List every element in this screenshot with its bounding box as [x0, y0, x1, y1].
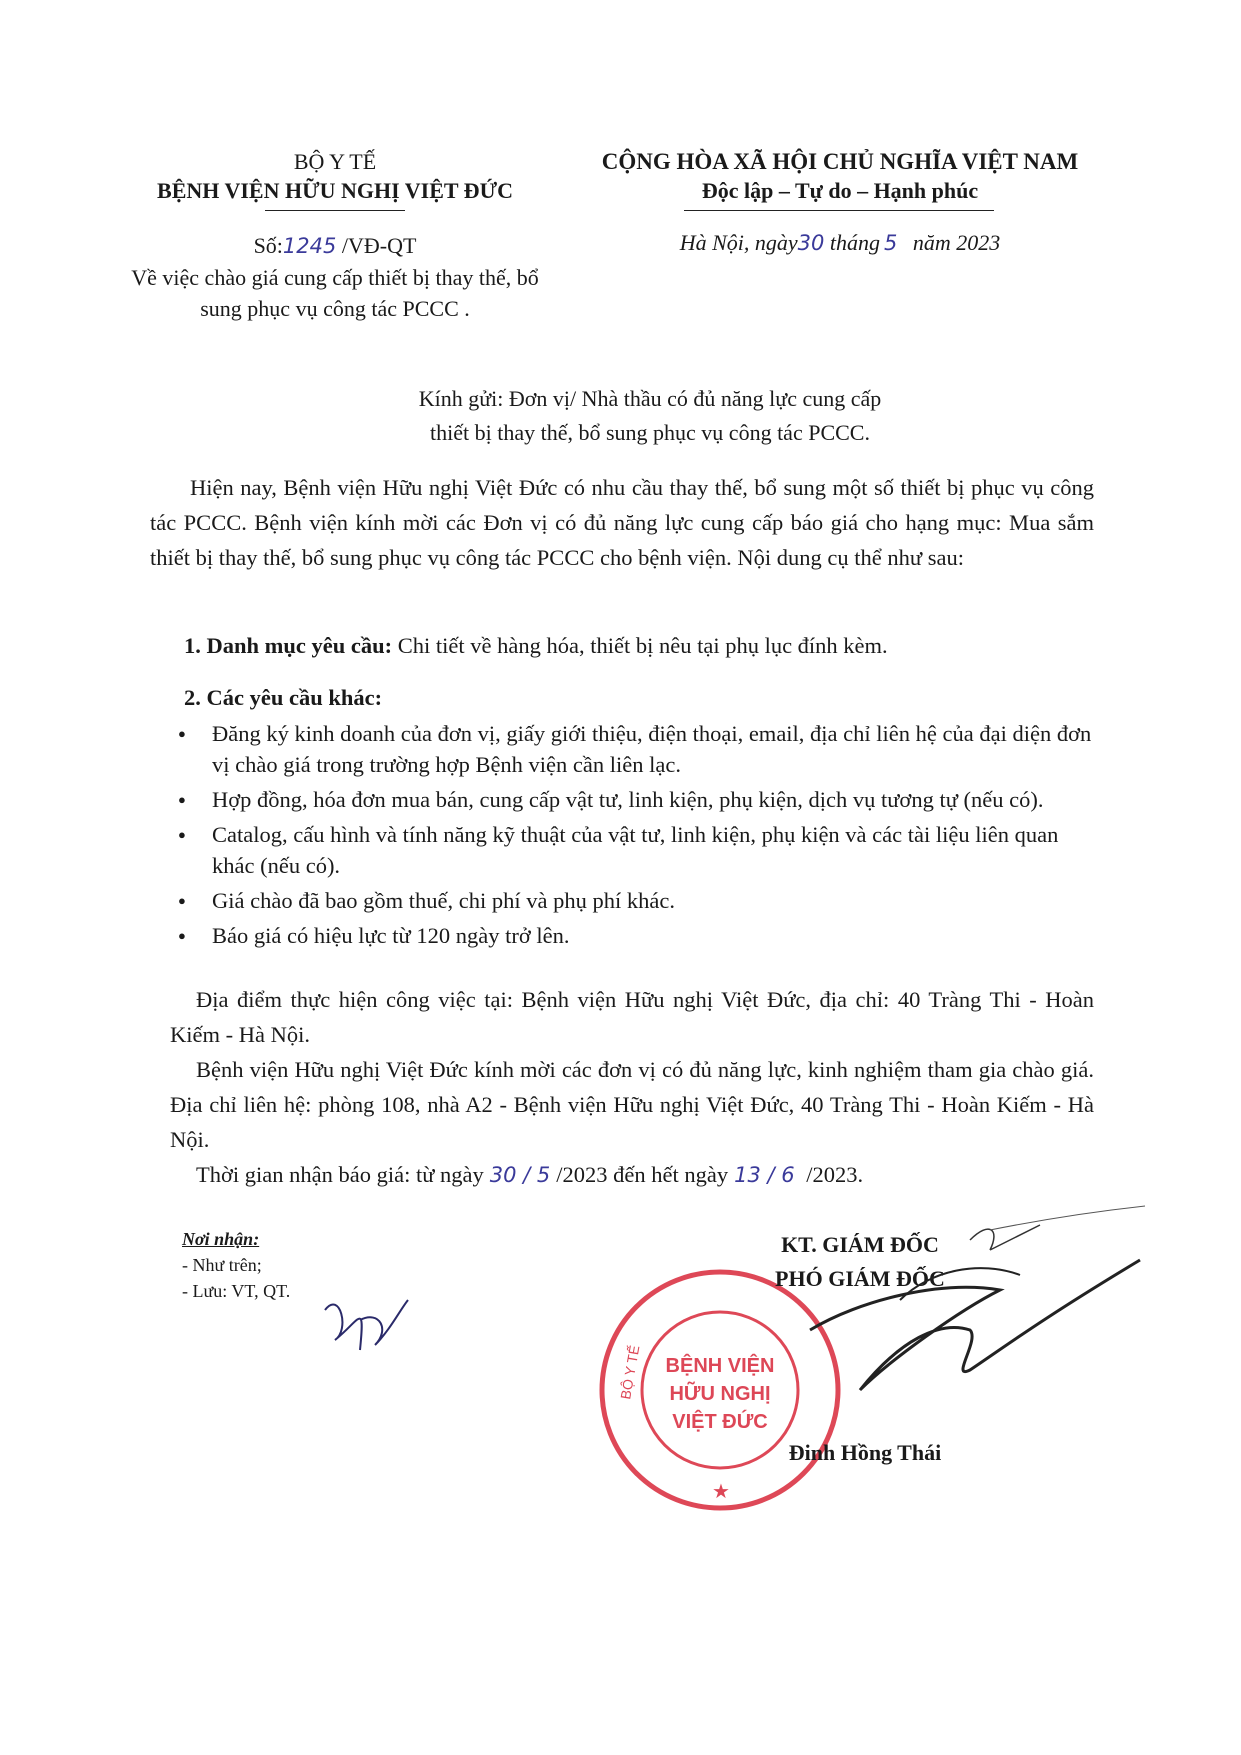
date-day-handwritten: 30 — [797, 231, 825, 255]
recipients-title: Nơi nhận: — [182, 1229, 260, 1249]
svg-text:HỮU NGHỊ: HỮU NGHỊ — [669, 1383, 771, 1405]
recipient-line-2: thiết bị thay thế, bổ sung phục vụ công tác PCCC. — [430, 420, 870, 445]
deadline-mid: /2023 đến hết ngày — [556, 1162, 729, 1187]
recipients-line-2: - Lưu: VT, QT. — [182, 1281, 291, 1301]
item-1-text: Chi tiết về hàng hóa, thiết bị nêu tại phụ lục đính kèm. — [392, 633, 888, 658]
svg-text:VIỆT ĐỨC: VIỆT ĐỨC — [672, 1411, 768, 1433]
date-month-handwritten: 5 — [884, 231, 898, 255]
date-year: năm 2023 — [912, 230, 1001, 255]
date-month-label: tháng — [829, 230, 881, 255]
issuer-underline — [265, 210, 405, 211]
svg-text:BỘ Y TẾ: BỘ Y TẾ — [617, 1344, 643, 1401]
intro-paragraph: Hiện nay, Bệnh viện Hữu nghị Việt Đức có nhu cầu thay thế, bổ sung một số thiết bị phục vụ công tác PCCC. Bệnh viện kính mời các Đơn vị có đủ năng lực cung cấp báo giá cho hạng mục: Mua sắm thiết bị thay thế, bổ sung phục vụ công tác PCCC cho bệnh viện. Nội dung cụ thể như sau: — [150, 475, 1094, 570]
initial-signature-icon — [320, 1280, 410, 1360]
list-item: ● Hợp đồng, hóa đơn mua bán, cung cấp vật tư, linh kiện, phụ kiện, dịch vụ tương tự (nếu có). — [168, 784, 1098, 815]
hospital-name: BỆNH VIỆN HỮU NGHỊ VIỆT ĐỨC — [157, 178, 513, 203]
date-place: Hà Nội, ngày — [679, 230, 798, 255]
signer-authority: KT. GIÁM ĐỐC — [781, 1232, 939, 1257]
signer-name: Đinh Hồng Thái — [788, 1440, 942, 1465]
item-1 — [184, 628, 1094, 663]
ministry-name: BỘ Y TẾ — [293, 149, 377, 174]
list-item: ● Báo giá có hiệu lực từ 120 ngày trở lên. — [168, 920, 1098, 951]
deadline-suffix: /2023. — [800, 1162, 864, 1187]
recipient-block — [200, 382, 1100, 450]
svg-text:★: ★ — [712, 1481, 730, 1503]
document-number — [110, 233, 560, 259]
deadline-to-handwritten: 13 / 6 — [734, 1163, 795, 1187]
list-item: ● Đăng ký kinh doanh của đơn vị, giấy giới thiệu, điện thoại, email, địa chỉ liên hệ của đại diện đơn vị chào giá trong trường hợp Bệnh viện cần liên lạc. — [168, 718, 1098, 780]
requirements-list — [168, 718, 1098, 955]
item-1-label: 1. Danh mục yêu cầu: — [184, 633, 393, 658]
national-motto: Độc lập – Tự do – Hạnh phúc — [701, 178, 979, 203]
recipients-list — [182, 1226, 290, 1304]
issuer-block — [110, 147, 560, 205]
svg-text:BỆNH VIỆN: BỆNH VIỆN — [665, 1355, 775, 1377]
motto-underline — [684, 210, 994, 211]
so-suffix: /VĐ-QT — [341, 233, 417, 258]
handwritten-signature-icon — [740, 1180, 1160, 1430]
recipient-line-1: Kính gửi: Đơn vị/ Nhà thầu có đủ năng lực cung cấp — [418, 386, 882, 411]
date-line — [570, 230, 1110, 256]
invitation-paragraph: Bệnh viện Hữu nghị Việt Đức kính mời các đơn vị có đủ năng lực, kinh nghiệm tham gia chào giá. Địa chỉ liên hệ: phòng 108, nhà A2 - Bệnh viện Hữu nghị Việt Đức, 40 Tràng Thi - Hoàn Kiếm - Hà Nội. — [170, 1057, 1094, 1152]
so-prefix: Số: — [253, 233, 283, 258]
recipients-line-1: - Như trên; — [182, 1255, 262, 1275]
signer-role: PHÓ GIÁM ĐỐC — [775, 1266, 945, 1291]
subject-line: Về việc chào giá cung cấp thiết bị thay thế, bổ sung phục vụ công tác PCCC . — [131, 265, 539, 321]
deadline-from-handwritten: 30 / 5 — [489, 1163, 551, 1187]
list-item: ● Giá chào đã bao gồm thuế, chi phí và phụ phí khác. — [168, 885, 1098, 916]
deadline-prefix: Thời gian nhận báo giá: từ ngày — [196, 1162, 484, 1187]
list-item: ● Catalog, cấu hình và tính năng kỹ thuật của vật tư, linh kiện, phụ kiện và các tài liệu liên quan khác (nếu có). — [168, 819, 1098, 881]
item-2-label: 2. Các yêu cầu khác: — [184, 685, 383, 710]
national-heading — [570, 147, 1110, 205]
country-name: CỘNG HÒA XÃ HỘI CHỦ NGHĨA VIỆT NAM — [601, 149, 1079, 174]
so-number-handwritten: 1245 — [282, 234, 337, 258]
location-paragraph: Địa điểm thực hiện công việc tại: Bệnh viện Hữu nghị Việt Đức, địa chỉ: 40 Tràng Thi - Hoàn Kiếm - Hà Nội. — [170, 987, 1094, 1047]
